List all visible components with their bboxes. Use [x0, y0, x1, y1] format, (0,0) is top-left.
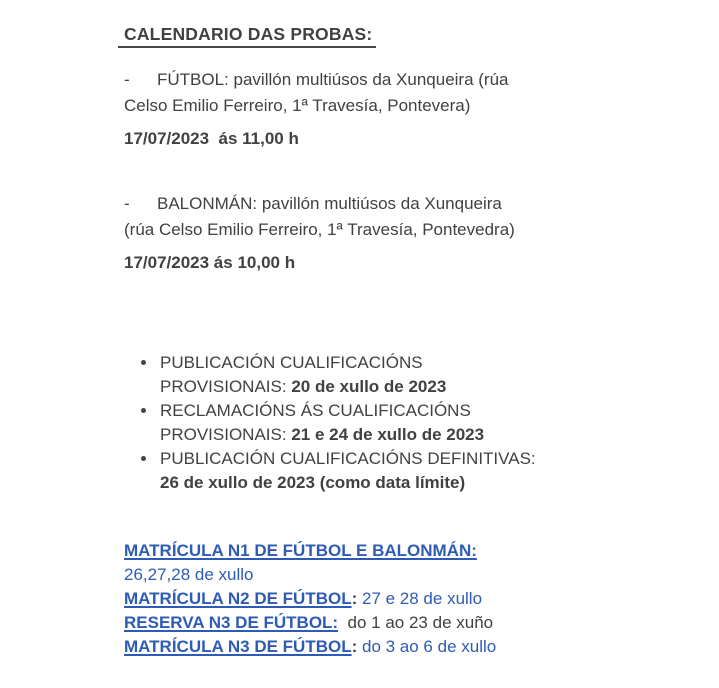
- event-futbol-location-line1: FÚTBOL: pavillón multiúsos da Xunqueira (rúa: [157, 70, 509, 89]
- schedule-item-line1: RECLAMACIÓNS ÁS CUALIFICACIÓNS: [160, 401, 471, 420]
- hyphen-marker: -: [124, 70, 130, 89]
- matricula-n2-row: [124, 587, 659, 611]
- event-balonman-location-line2: (rúa Celso Emilio Ferreiro, 1ª Travesía, Pontevedra): [124, 220, 515, 239]
- schedule-item-date: 26 de xullo de 2023 (como data límite): [160, 473, 466, 492]
- page-title-text: CALENDARIO DAS PROBAS:: [118, 24, 376, 48]
- matricula-n2-dates: 27 e 28 de xullo: [357, 589, 483, 608]
- matricula-n2-link[interactable]: MATRÍCULA N2 DE FÚTBOL: [124, 589, 352, 608]
- schedule-item-line2-label: PROVISIONAIS:: [160, 377, 292, 396]
- enrollment-section: [124, 539, 659, 659]
- colon-separator: :: [351, 589, 358, 608]
- matricula-n3-dates: do 3 ao 6 de xullo: [357, 637, 497, 656]
- event-futbol-datetime: 17/07/2023 ás 11,00 h: [124, 129, 299, 148]
- schedule-item-line2-label: PROVISIONAIS:: [160, 425, 292, 444]
- schedule-item-publicacion-provisionais: [158, 351, 659, 399]
- colon-separator: :: [351, 637, 358, 656]
- matricula-n1-dates: 26,27,28 de xullo: [124, 565, 254, 584]
- event-balonman-location-line1: BALONMÁN: pavillón multiúsos da Xunqueira: [157, 194, 502, 213]
- schedule-item-line1: PUBLICACIÓN CUALIFICACIÓNS DEFINITIVAS:: [160, 449, 536, 468]
- event-futbol-location-line2: Celso Emilio Ferreiro, 1ª Travesía, Pontevera): [124, 96, 471, 115]
- schedule-item-line1: PUBLICACIÓN CUALIFICACIÓNS: [160, 353, 423, 372]
- schedule-item-date: 20 de xullo de 2023: [291, 377, 447, 396]
- event-futbol: [124, 67, 659, 149]
- schedule-item-date: 21 e 24 de xullo de 2023: [291, 425, 485, 444]
- schedule-list: [124, 351, 659, 495]
- schedule-item-reclamacions: [158, 399, 659, 447]
- event-futbol-location: [124, 67, 659, 119]
- reserva-n3-dates: do 1 ao 23 de xuño: [338, 613, 494, 632]
- schedule-item-publicacion-definitivas: [158, 447, 659, 495]
- event-balonman-datetime: 17/07/2023 ás 10,00 h: [124, 253, 296, 272]
- page-title: [124, 24, 659, 48]
- event-balonman-location: [124, 191, 659, 243]
- event-balonman: [124, 191, 659, 273]
- reserva-n3-row: [124, 611, 659, 635]
- matricula-n1-row: [124, 539, 659, 587]
- hyphen-marker: -: [124, 194, 130, 213]
- matricula-n1-link[interactable]: MATRÍCULA N1 DE FÚTBOL E BALONMÁN:: [124, 541, 477, 560]
- matricula-n3-link[interactable]: MATRÍCULA N3 DE FÚTBOL: [124, 637, 352, 656]
- matricula-n3-row: [124, 635, 659, 659]
- reserva-n3-link[interactable]: RESERVA N3 DE FÚTBOL:: [124, 613, 339, 632]
